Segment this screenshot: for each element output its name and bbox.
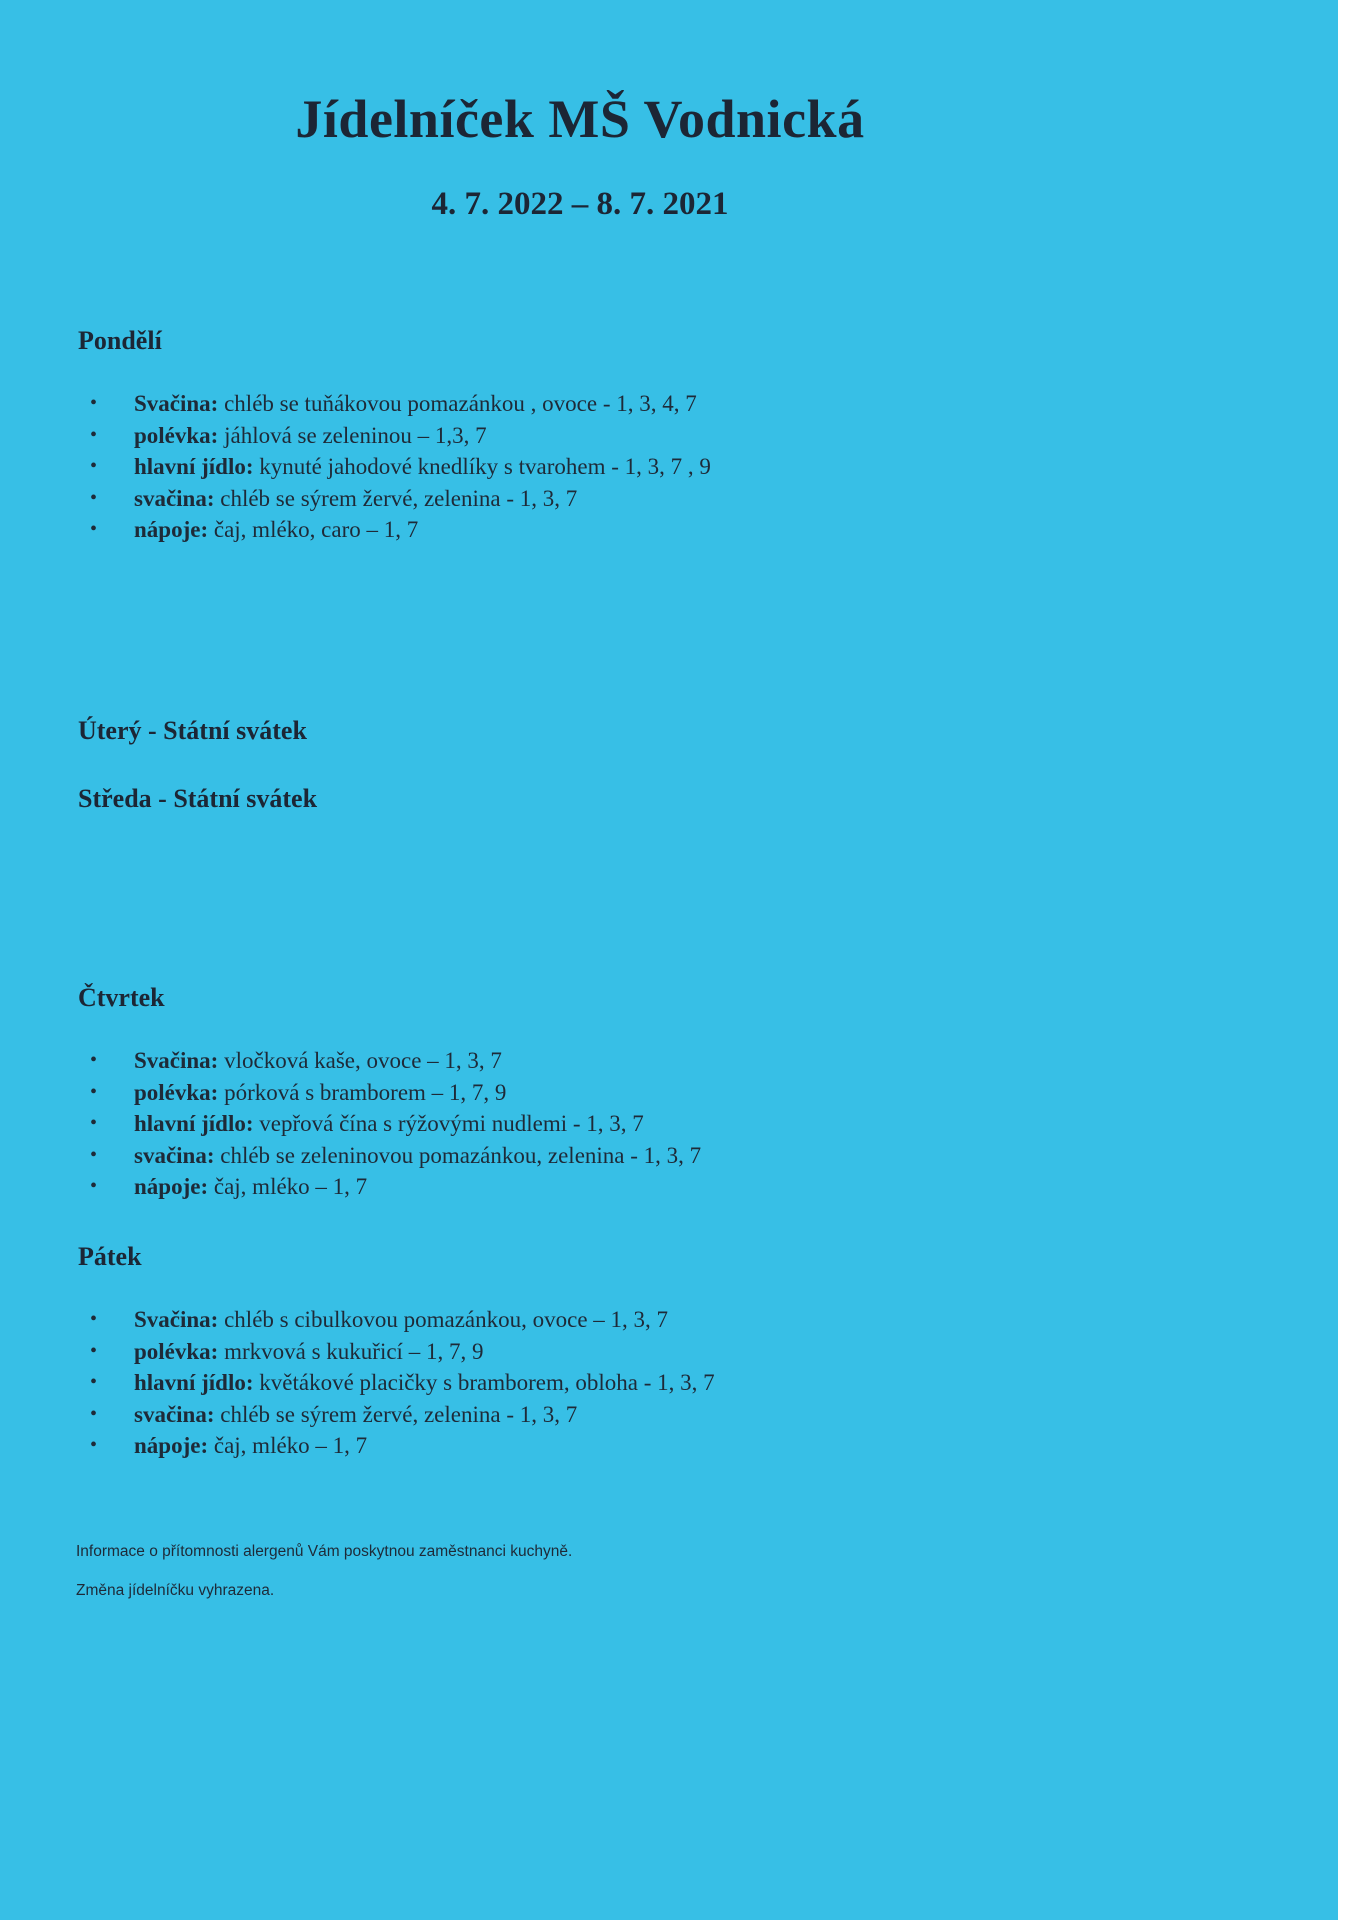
list-item xyxy=(88,1367,715,1399)
meal-label: polévka: xyxy=(134,1079,219,1105)
bullet-icon: • xyxy=(90,1308,98,1330)
list-item xyxy=(88,1304,715,1336)
meal-label: nápoje: xyxy=(134,517,209,542)
list-item xyxy=(88,451,711,483)
meal-label: Svačina: xyxy=(134,1048,219,1073)
list-item xyxy=(88,1108,701,1140)
bullet-icon: • xyxy=(90,1175,98,1197)
meal-text: chléb se sýrem žervé, zelenina - 1, 3, 7 xyxy=(214,485,578,511)
list-item xyxy=(88,1171,701,1203)
allergens-note: Informace o přítomnosti alergenů Vám poskytnou zaměstnanci kuchyně. xyxy=(76,1543,573,1560)
meal-text: čaj, mléko – 1, 7 xyxy=(208,1174,368,1199)
meal-text: chléb se sýrem žervé, zelenina - 1, 3, 7 xyxy=(214,1401,578,1427)
list-item xyxy=(88,483,711,515)
meal-label: polévka: xyxy=(134,1338,219,1364)
meal-text: vepřová čína s rýžovými nudlemi - 1, 3, 7 xyxy=(253,1111,644,1136)
meal-label: polévka: xyxy=(134,422,219,448)
meal-label: Svačina: xyxy=(134,1307,219,1332)
list-item xyxy=(88,1045,701,1077)
meal-label: svačina: xyxy=(134,485,215,511)
meal-text: chléb s cibulkovou pomazánkou, ovoce – 1, 3, 7 xyxy=(218,1307,669,1332)
meal-text: chléb se tuňákovou pomazánkou , ovoce - 1, 3, 4, 7 xyxy=(218,391,697,416)
meal-text: mrkvová s kukuřicí – 1, 7, 9 xyxy=(218,1338,484,1364)
menu-list-friday xyxy=(88,1304,715,1462)
bullet-icon: • xyxy=(90,486,98,509)
bullet-icon: • xyxy=(90,1339,98,1362)
meal-text: chléb se zeleninovou pomazánkou, zelenina - 1, 3, 7 xyxy=(214,1142,702,1168)
list-item xyxy=(88,1430,715,1462)
meal-text: kynuté jahodové knedlíky s tvarohem - 1, 3, 7 , 9 xyxy=(253,454,711,479)
list-item xyxy=(88,1077,701,1109)
meal-label: hlavní jídlo: xyxy=(134,454,254,479)
meal-label: hlavní jídlo: xyxy=(134,1370,254,1395)
change-note: Změna jídelníčku vyhrazena. xyxy=(76,1582,275,1599)
meal-label: hlavní jídlo: xyxy=(134,1111,254,1136)
meal-text: květákové placičky s bramborem, obloha - 1, 3, 7 xyxy=(253,1370,715,1395)
meal-label: svačina: xyxy=(134,1142,215,1168)
meal-label: Svačina: xyxy=(134,391,219,416)
date-range: 4. 7. 2022 – 8. 7. 2021 xyxy=(431,186,729,222)
list-item xyxy=(88,388,711,420)
list-item xyxy=(88,420,711,452)
day-heading-monday: Pondělí xyxy=(78,326,162,355)
bullet-icon: • xyxy=(90,1434,98,1456)
bullet-icon: • xyxy=(90,1112,98,1134)
meal-text: vločková kaše, ovoce – 1, 3, 7 xyxy=(218,1048,502,1073)
bullet-icon: • xyxy=(90,1049,98,1071)
meal-label: svačina: xyxy=(134,1401,215,1427)
day-heading-friday: Pátek xyxy=(78,1242,142,1271)
meal-text: čaj, mléko, caro – 1, 7 xyxy=(208,517,419,542)
day-heading-thursday: Čtvrtek xyxy=(78,983,165,1012)
meal-label: nápoje: xyxy=(134,1174,209,1199)
menu-list-thursday xyxy=(88,1045,701,1203)
list-item xyxy=(88,514,711,546)
bullet-icon: • xyxy=(90,1402,98,1425)
meal-text: jáhlová se zeleninou – 1,3, 7 xyxy=(218,422,487,448)
bullet-icon: • xyxy=(90,455,98,477)
bullet-icon: • xyxy=(90,423,98,446)
meal-text: čaj, mléko – 1, 7 xyxy=(208,1433,368,1458)
day-heading-wednesday: Středa - Státní svátek xyxy=(78,784,318,813)
page-title: Jídelníček MŠ Vodnická xyxy=(295,89,865,149)
meal-text: pórková s bramborem – 1, 7, 9 xyxy=(218,1079,507,1105)
bullet-icon: • xyxy=(90,1143,98,1166)
day-heading-tuesday: Úterý - Státní svátek xyxy=(78,716,307,745)
bullet-icon: • xyxy=(90,1080,98,1103)
list-item xyxy=(88,1399,715,1431)
bullet-icon: • xyxy=(90,518,98,540)
list-item xyxy=(88,1336,715,1368)
bullet-icon: • xyxy=(90,1371,98,1393)
bullet-icon: • xyxy=(90,392,98,414)
meal-label: nápoje: xyxy=(134,1433,209,1458)
list-item xyxy=(88,1140,701,1172)
menu-list-monday xyxy=(88,388,711,546)
